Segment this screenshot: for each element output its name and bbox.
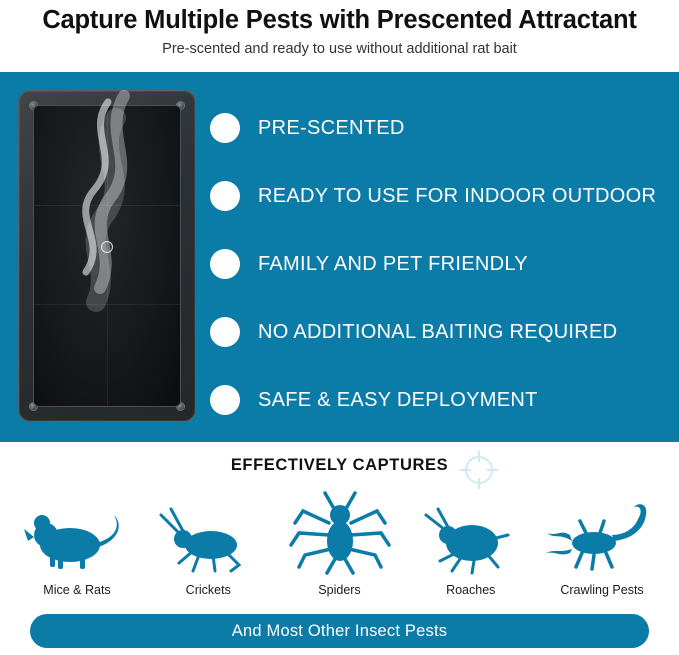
pest-item	[14, 489, 140, 597]
scorpion-icon	[539, 489, 665, 575]
pest-item	[539, 489, 665, 597]
feature-bullet	[210, 298, 669, 366]
mouse-icon	[14, 489, 140, 575]
feature-bullet-label: READY TO USE FOR INDOOR OUTDOOR	[258, 184, 657, 207]
product-image	[0, 72, 210, 442]
pest-label: Roaches	[446, 583, 496, 597]
captures-title: EFFECTIVELY CAPTURES	[230, 456, 449, 474]
header	[0, 0, 679, 58]
feature-bullet	[210, 94, 669, 162]
target-icon	[457, 448, 501, 492]
bullet-dot-icon	[210, 317, 240, 347]
feature-bullet-label: FAMILY AND PET FRIENDLY	[258, 252, 528, 275]
bullet-dot-icon	[210, 385, 240, 415]
cricket-icon	[145, 489, 271, 575]
page-subtitle: Pre-scented and ready to use without additional rat bait	[162, 40, 517, 57]
feature-bullet-label: NO ADDITIONAL BAITING REQUIRED	[258, 320, 618, 343]
bullet-dot-icon	[210, 181, 240, 211]
pest-item	[145, 489, 271, 597]
rodent-trap-device	[18, 90, 196, 422]
spider-icon	[277, 489, 403, 575]
pest-label: Crawling Pests	[560, 583, 644, 597]
pest-label: Crickets	[185, 583, 231, 597]
captures-section	[0, 442, 679, 597]
feature-bullet-label: SAFE & EASY DEPLOYMENT	[258, 388, 538, 411]
page-title: Capture Multiple Pests with Prescented Attractant	[42, 6, 637, 34]
roach-icon	[408, 489, 534, 575]
feature-bullet-list	[210, 72, 679, 434]
feature-bullet-label: PRE-SCENTED	[258, 116, 405, 139]
trap-window	[33, 105, 181, 407]
trap-center-ring	[101, 241, 113, 253]
feature-panel	[0, 72, 679, 442]
pest-label: Mice & Rats	[43, 583, 111, 597]
footer-banner	[30, 614, 649, 648]
pest-item	[408, 489, 534, 597]
bullet-dot-icon	[210, 249, 240, 279]
feature-bullet	[210, 162, 669, 230]
pest-item	[277, 489, 403, 597]
feature-bullet	[210, 366, 669, 434]
bullet-dot-icon	[210, 113, 240, 143]
footer-banner-label: And Most Other Insect Pests	[231, 621, 448, 640]
feature-bullet	[210, 230, 669, 298]
pest-label: Spiders	[318, 583, 361, 597]
pest-list	[0, 489, 679, 597]
